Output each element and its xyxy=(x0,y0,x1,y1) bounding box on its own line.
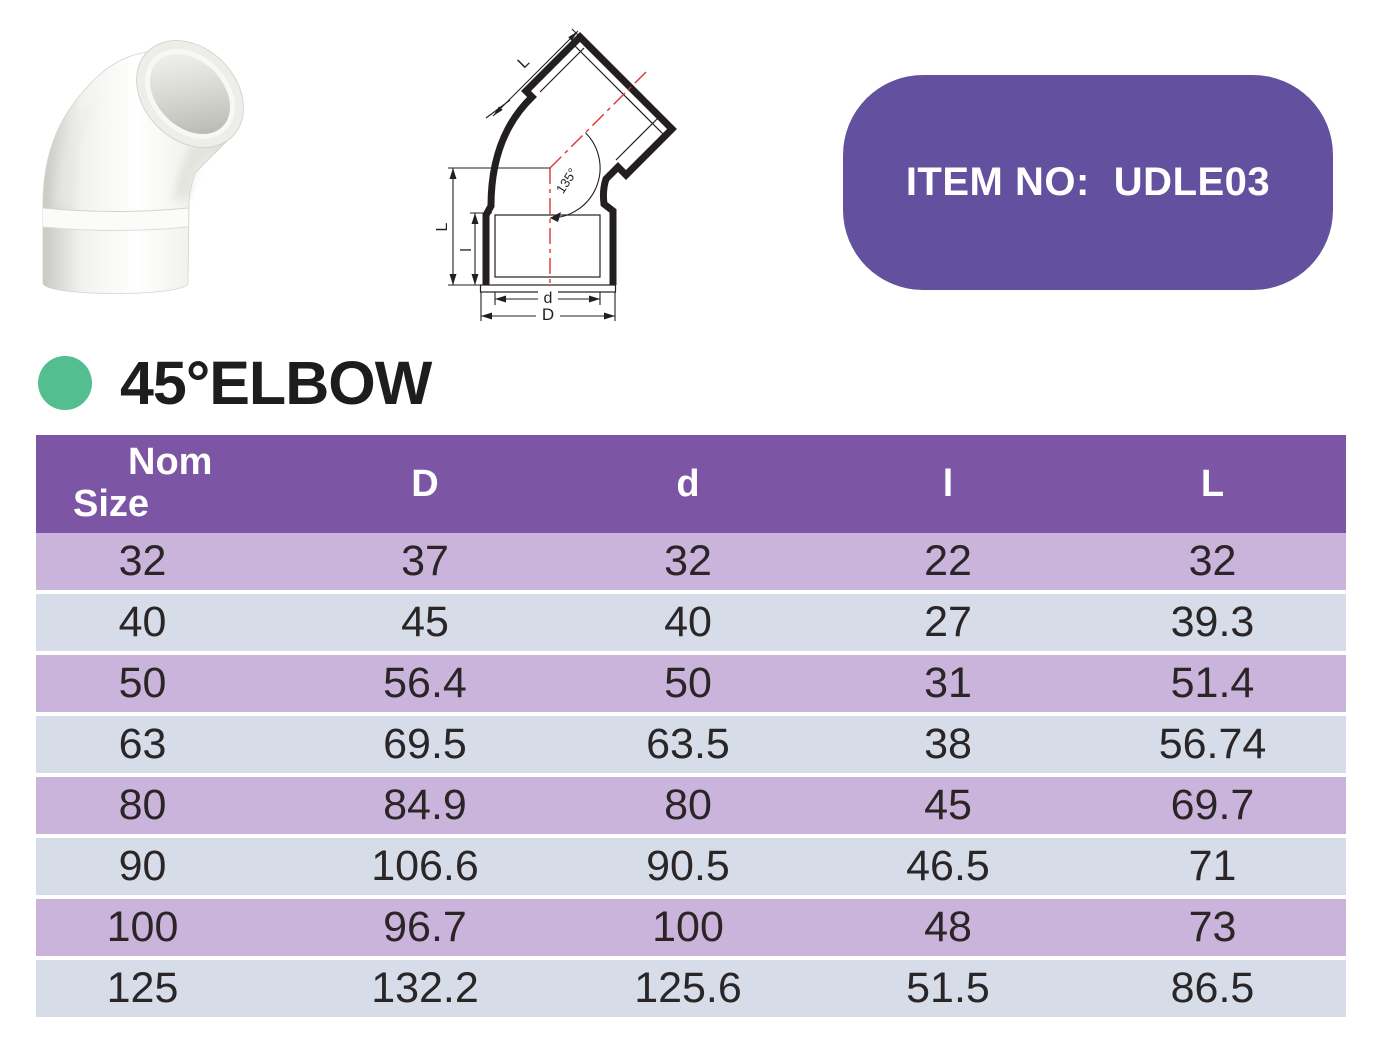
table-cell: 39.3 xyxy=(1170,598,1255,646)
elbow-photo-svg xyxy=(25,15,305,315)
table-cell: 90.5 xyxy=(646,842,730,890)
dim-label-d: d xyxy=(543,290,553,307)
table-cell: 69.7 xyxy=(1170,781,1255,829)
product-photo-elbow xyxy=(25,15,305,315)
table-cell: 84.9 xyxy=(383,781,467,829)
table-cell: 63 xyxy=(118,720,167,768)
table-cell: 63.5 xyxy=(646,720,730,768)
table-cell: 46.5 xyxy=(906,842,990,890)
table-cell: 31 xyxy=(924,659,972,707)
header-cell-nom-size xyxy=(36,435,291,533)
header-cell-D: D xyxy=(411,462,439,505)
table-cell: 22 xyxy=(924,537,972,585)
table-cell: 80 xyxy=(664,781,712,829)
dim-label-D: D xyxy=(541,305,555,324)
header-nom: Nom xyxy=(128,441,213,483)
table-cell: 32 xyxy=(118,537,167,585)
table-row xyxy=(36,716,1346,773)
table-cell: 73 xyxy=(1188,903,1237,951)
table-cell: 40 xyxy=(118,598,167,646)
table-body xyxy=(36,533,1346,1017)
table-cell: 45 xyxy=(924,781,972,829)
dim-label-l: l xyxy=(458,248,475,252)
dim-label-L-diagonal: L xyxy=(514,53,533,72)
table-row xyxy=(36,533,1346,590)
table-cell: 48 xyxy=(924,903,972,951)
table-cell: 90 xyxy=(118,842,167,890)
table-cell: 100 xyxy=(106,903,179,951)
table-cell: 50 xyxy=(118,659,167,707)
elbow-drawing-svg xyxy=(420,8,750,343)
technical-drawing xyxy=(420,8,750,343)
item-number-value: UDLE03 xyxy=(1113,160,1271,204)
table-cell: 37 xyxy=(401,537,449,585)
table-cell: 80 xyxy=(118,781,167,829)
header-size: Size xyxy=(73,483,150,525)
angle-label-135: 135° xyxy=(552,165,581,197)
header-cell-L: L xyxy=(1200,462,1225,505)
table-cell: 86.5 xyxy=(1170,964,1255,1012)
table-cell: 96.7 xyxy=(383,903,467,951)
table-cell: 69.5 xyxy=(383,720,467,768)
table-header-row xyxy=(36,435,1346,533)
table-cell: 51.5 xyxy=(906,964,990,1012)
item-number-badge xyxy=(843,75,1333,290)
table-cell: 100 xyxy=(652,903,724,951)
header-cell-d: d xyxy=(676,462,700,505)
table-cell: 45 xyxy=(401,598,449,646)
table-cell: 32 xyxy=(664,537,712,585)
table-cell: 106.6 xyxy=(371,842,479,890)
table-cell: 51.4 xyxy=(1170,659,1255,707)
table-cell: 40 xyxy=(664,598,712,646)
table-cell: 71 xyxy=(1188,842,1237,890)
item-number-label: ITEM NO: xyxy=(905,160,1090,204)
table-cell: 125 xyxy=(106,964,179,1012)
table-row xyxy=(36,960,1346,1017)
table-row xyxy=(36,777,1346,834)
dim-label-L-left: L xyxy=(434,222,451,232)
table-cell: 50 xyxy=(664,659,712,707)
table-row xyxy=(36,899,1346,956)
table-row xyxy=(36,655,1346,712)
table-row xyxy=(36,594,1346,651)
page-title: 45°ELBOW xyxy=(120,349,432,417)
table-cell: 32 xyxy=(1188,537,1237,585)
table-cell: 27 xyxy=(924,598,972,646)
table-row xyxy=(36,838,1346,895)
table-cell: 56.4 xyxy=(383,659,467,707)
green-bullet-icon xyxy=(38,356,92,410)
dimensions-table xyxy=(36,435,1346,1017)
table-cell: 56.74 xyxy=(1158,720,1267,768)
table-cell: 132.2 xyxy=(371,964,479,1012)
header-cell-l: l xyxy=(942,462,954,505)
table-cell: 125.6 xyxy=(634,964,742,1012)
table-cell: 38 xyxy=(924,720,972,768)
